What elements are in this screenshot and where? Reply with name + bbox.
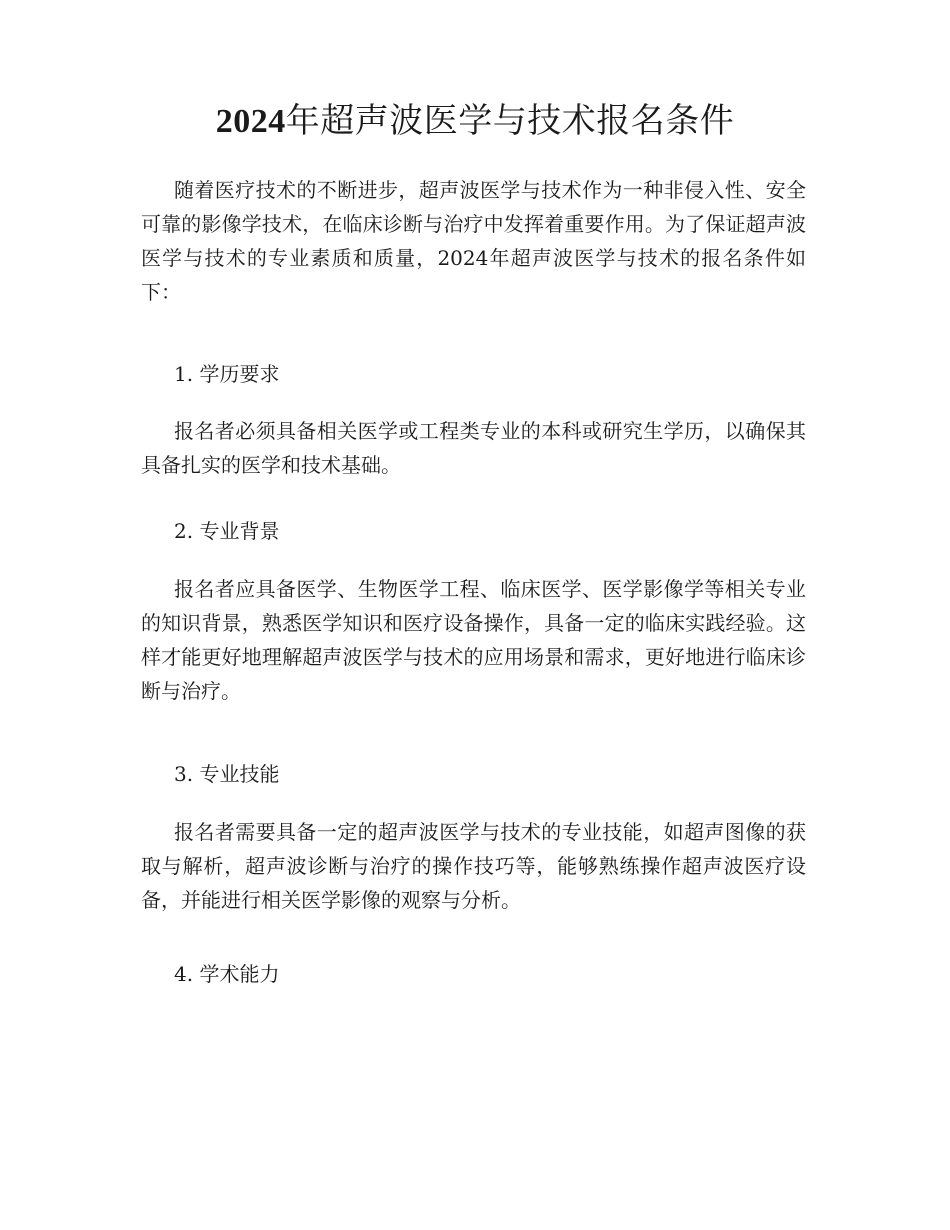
section-body-skills: 报名者需要具备一定的超声波医学与技术的专业技能，如超声图像的获取与解析，超声波诊断与治疗的操作技巧等，能够熟练操作超声波医疗设备，并能进行相关医学影像的观察与分析。 [141, 820, 806, 912]
intro-paragraph: 随着医疗技术的不断进步，超声波医学与技术作为一种非侵入性、安全可靠的影像学技术，在临床诊断与治疗中发挥着重要作用。为了保证超声波医学与技术的专业素质和质量，2024年超声波医学与技术的报名条件如下： [141, 178, 806, 304]
title-year: 2024 [215, 103, 286, 140]
section-heading-skills: 3. 专业技能 [174, 762, 280, 786]
section-heading-background: 2. 专业背景 [174, 519, 280, 543]
section-body-background: 报名者应具备医学、生物医学工程、临床医学、医学影像学等相关专业的知识背景，熟悉医学知识和医疗设备操作，具备一定的临床实践经验。这样才能更好地理解超声波医学与技术的应用场景和需求，更好地进行临床诊断与治疗。 [141, 577, 806, 703]
section-heading-education: 1. 学历要求 [174, 362, 280, 386]
section-body-education: 报名者必须具备相关医学或工程类专业的本科或研究生学历，以确保其具备扎实的医学和技术基础。 [141, 419, 806, 477]
section-heading-academic: 4. 学术能力 [174, 962, 280, 986]
document-title: 2024年超声波医学与技术报名条件 [215, 101, 735, 141]
